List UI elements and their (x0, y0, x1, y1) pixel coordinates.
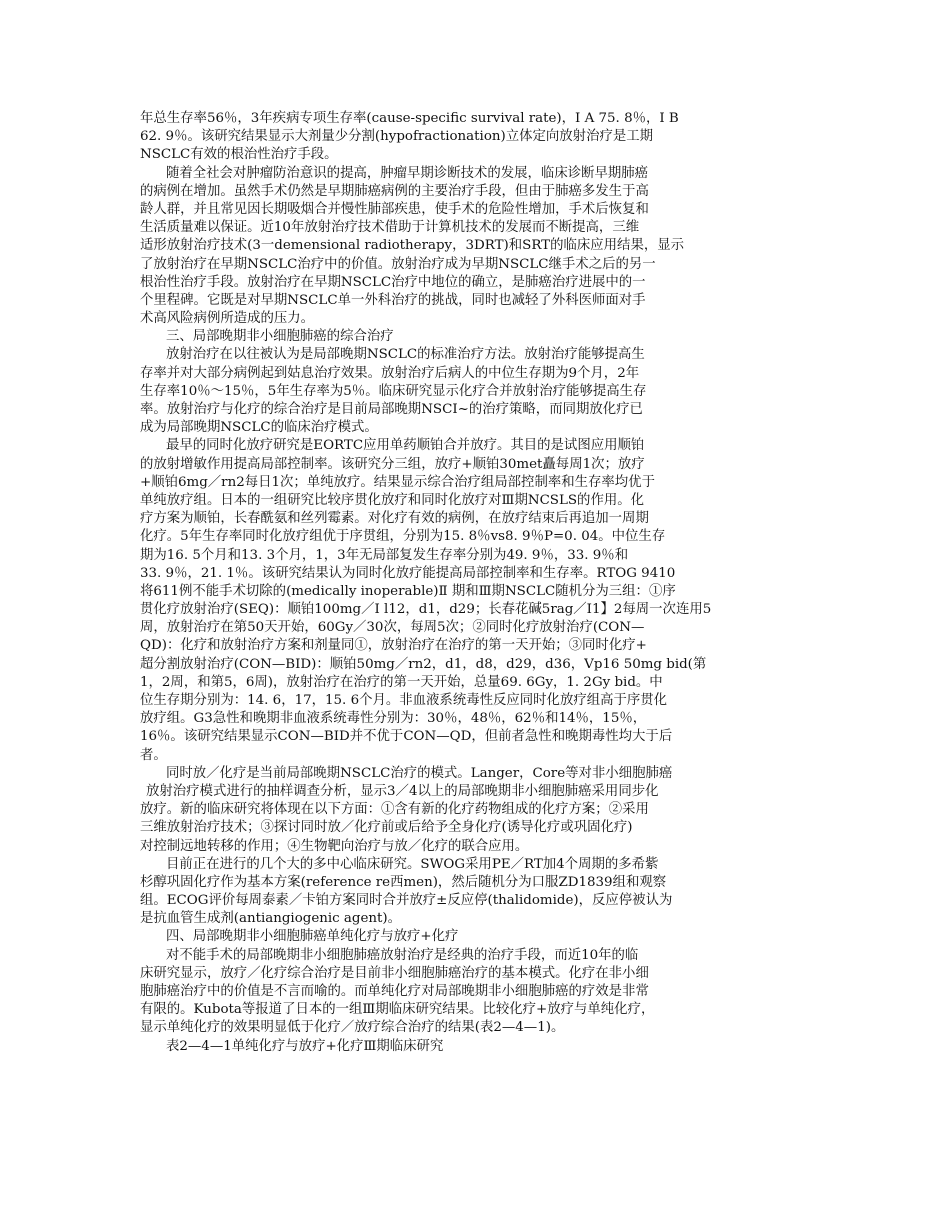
text-line: 者。 (140, 747, 167, 763)
text-line: 率。放射治疗与化疗的综合治疗是目前局部晚期NSCI~的治疗策略，而同期放化疗已 (140, 402, 643, 417)
text-line: 目前正在进行的几个大的多中心临床研究。SWOG采用PE／RT加4个周期的多希紫 (166, 856, 659, 872)
text-line: 适形放射治疗技术(3一demensional radiotherapy，3DRT)和SRT的临床应用结果，显示 (140, 238, 685, 254)
text-line: 杉醇巩固化疗作为基本方案(reference re西men)，然后随机分为口服ZD1839组和观察 (140, 874, 667, 890)
text-line: 组。ECOG评价每周泰素／卡铂方案同时合并放疗±反应停(thalidomide)，反应停被认为 (140, 893, 673, 909)
text-line: 表2—4—1单纯化疗与放疗+化疗Ⅲ期临床研究 (166, 1038, 444, 1054)
text-line: 将611例不能手术切除的(medically inoperable)Ⅱ 期和Ⅲ期NSCLC随机分为三组：①序 (140, 583, 676, 599)
text-line: NSCLC有效的根治性治疗手段。 (140, 147, 338, 163)
text-line: +顺铂6mg／rn2每日1次；单纯放疗。结果显示综合治疗组局部控制率和生存率均优于 (140, 474, 655, 490)
text-line: 对不能手术的局部晚期非小细胞肺癌放射治疗是经典的治疗手段，而近10年的临 (166, 947, 639, 963)
body-text (140, 110, 820, 1056)
text-line: 了放射治疗在早期NSCLC治疗中的价值。放射治疗成为早期NSCLC继手术之后的另一 (140, 256, 656, 272)
text-line: 三维放射治疗技术；③探讨同时放／化疗前或后给予全身化疗(诱导化疗或巩固化疗) (140, 820, 633, 836)
text-line: 位生存期分别为：14. 6，17，15. 6个月。非血液系统毒性反应同时化放疗组高于序贯化 (140, 693, 668, 708)
text-line: 最早的同时化放疗研究是EORTC应用单药顺铂合并放疗。其目的是试图应用顺铂 (166, 438, 645, 454)
text-line: 随着全社会对肿瘤防治意识的提高，肿瘤早期诊断技术的发展，临床诊断早期肺癌 (166, 165, 649, 181)
text-line: 龄人群，并且常见因长期吸烟合并慢性肺部疾患，使手术的危险性增加，手术后恢复和 (140, 201, 649, 217)
text-line: 生存率10％～15％，5年生存率为5％。临床研究显示化疗合并放射治疗能够提高生存 (140, 383, 647, 399)
text-line: 放射治疗在以往被认为是局部晚期NSCLC的标准治疗方法。放射治疗能够提高生 (166, 347, 645, 363)
text-line: 胞肺癌治疗中的价值是不言而喻的。而单纯化疗对局部晚期非小细胞肺癌的疗效是非常 (140, 984, 649, 999)
text-line: 33. 9％，21. 1％。该研究结果认为同时化放疗能提高局部控制率和生存率。RTOG 9410 (140, 565, 676, 581)
text-line: 年总生存率56％，3年疾病专项生存率(cause-specific survival rate)，I A 75. 8％，I B (140, 111, 679, 126)
text-line: 放疗组。G3急性和晚期非血液系统毒性分别为：30％，48％，62％和14％，15％， (140, 711, 647, 727)
text-line: 周，放射治疗在第50天开始，60Gy／30次，每周5次；②同时化疗放射治疗(CON— (140, 620, 645, 636)
text-line: 对控制远地转移的作用；④生物靶向治疗与放／化疗的联合应用。 (140, 838, 529, 854)
text-line: 期为16. 5个月和13. 3个月，1，3年无局部复发生存率分别为49. 9％，33. 9％和 (140, 547, 629, 563)
text-line: 个里程碑。它既是对早期NSCLC单一外科治疗的挑战，同时也减轻了外科医师面对手 (140, 292, 646, 308)
text-line: 显示单纯化疗的效果明显低于化疗／放疗综合治疗的结果(表2—4—1)。 (140, 1020, 565, 1036)
text-line: 放射治疗模式进行的抽样调查分析，显示3／4以上的局部晚期非小细胞肺癌采用同步化 (146, 783, 659, 799)
text-line: 贯化疗放射治疗(SEQ)：顺铂100mg／I l12，d1，d29；长春花碱5rag／I1】2每周一次连用5 (140, 602, 712, 618)
text-line: 超分割放射治疗(CON—BID)：顺铂50mg／rn2，d1，d8，d29，d36，Vp16 50mg bid(第 (140, 656, 707, 672)
text-line: 有限的。Kubota等报道了日本的一组Ⅲ期临床研究结果。比较化疗+放疗与单纯化疗， (140, 1002, 655, 1018)
text-line: 生活质量难以保证。近10年放射治疗技术借助于计算机技术的发展而不断提高，三维 (140, 220, 640, 236)
text-line: 四、局部晚期非小细胞肺癌单纯化疗与放疗+化疗 (166, 929, 459, 945)
text-line: 化疗。5年生存率同时化放疗组优于序贯组，分别为15. 8％vs8. 9％P=0. 04。中位生存 (140, 529, 666, 545)
text-line: 的病例在增加。虽然手术仍然是早期肺癌病例的主要治疗手段，但由于肺癌多发生于高 (140, 183, 649, 199)
text-line: 放疗。新的临床研究将体现在以下方面：①含有新的化疗药物组成的化疗方案；②采用 (140, 802, 649, 818)
text-line: 同时放／化疗是当前局部晚期NSCLC治疗的模式。Langer，Core等对非小细胞肺癌 (166, 765, 673, 781)
text-line: 术高风险病例所造成的压力。 (140, 311, 315, 327)
text-line: 16％。该研究结果显示CON—BID并不优于CON—QD，但前者急性和晚期毒性均大于后 (140, 729, 673, 745)
text-line: 1，2周，和第5，6周)，放射治疗在治疗的第一天开始，总量69. 6Gy，1. 2Gy bid。中 (140, 674, 663, 690)
text-line: QD)：化疗和放射治疗方案和剂量同①，放射治疗在治疗的第一天开始；③同时化疗+ (140, 638, 647, 654)
text-line: 床研究显示，放疗／化疗综合治疗是目前非小细胞肺癌治疗的基本模式。化疗在非小细 (140, 965, 649, 981)
text-line: 成为局部晚期NSCLC的临床治疗模式。 (140, 420, 378, 436)
text-line: 62. 9％。该研究结果显示大剂量少分割(hypofractionation)立体定向放射治疗是工期 (140, 129, 654, 145)
text-line: 疗方案为顺铂，长春酰氨和丝列霉素。对化疗有效的病例，在放疗结束后再追加一周期 (140, 511, 649, 527)
text-line: 是抗血管生成剂(antiangiogenic agent)。 (140, 911, 402, 927)
text-line: 根治性治疗手段。放射治疗在早期NSCLC治疗中地位的确立，是肺癌治疗进展中的一 (140, 274, 646, 290)
text-line: 存率并对大部分病例起到姑息治疗效果。放射治疗后病人的中位生存期为9个月，2年 (140, 365, 640, 381)
text-line: 三、局部晚期非小细胞肺癌的综合治疗 (166, 329, 394, 345)
text-line: 单纯放疗组。日本的一组研究比较序贯化放疗和同时化放疗对Ⅲ期NCSLS的作用。化 (140, 492, 645, 508)
text-line: 的放射增敏作用提高局部控制率。该研究分三组，放疗+顺铂30met矗每周1次；放疗 (140, 456, 645, 472)
